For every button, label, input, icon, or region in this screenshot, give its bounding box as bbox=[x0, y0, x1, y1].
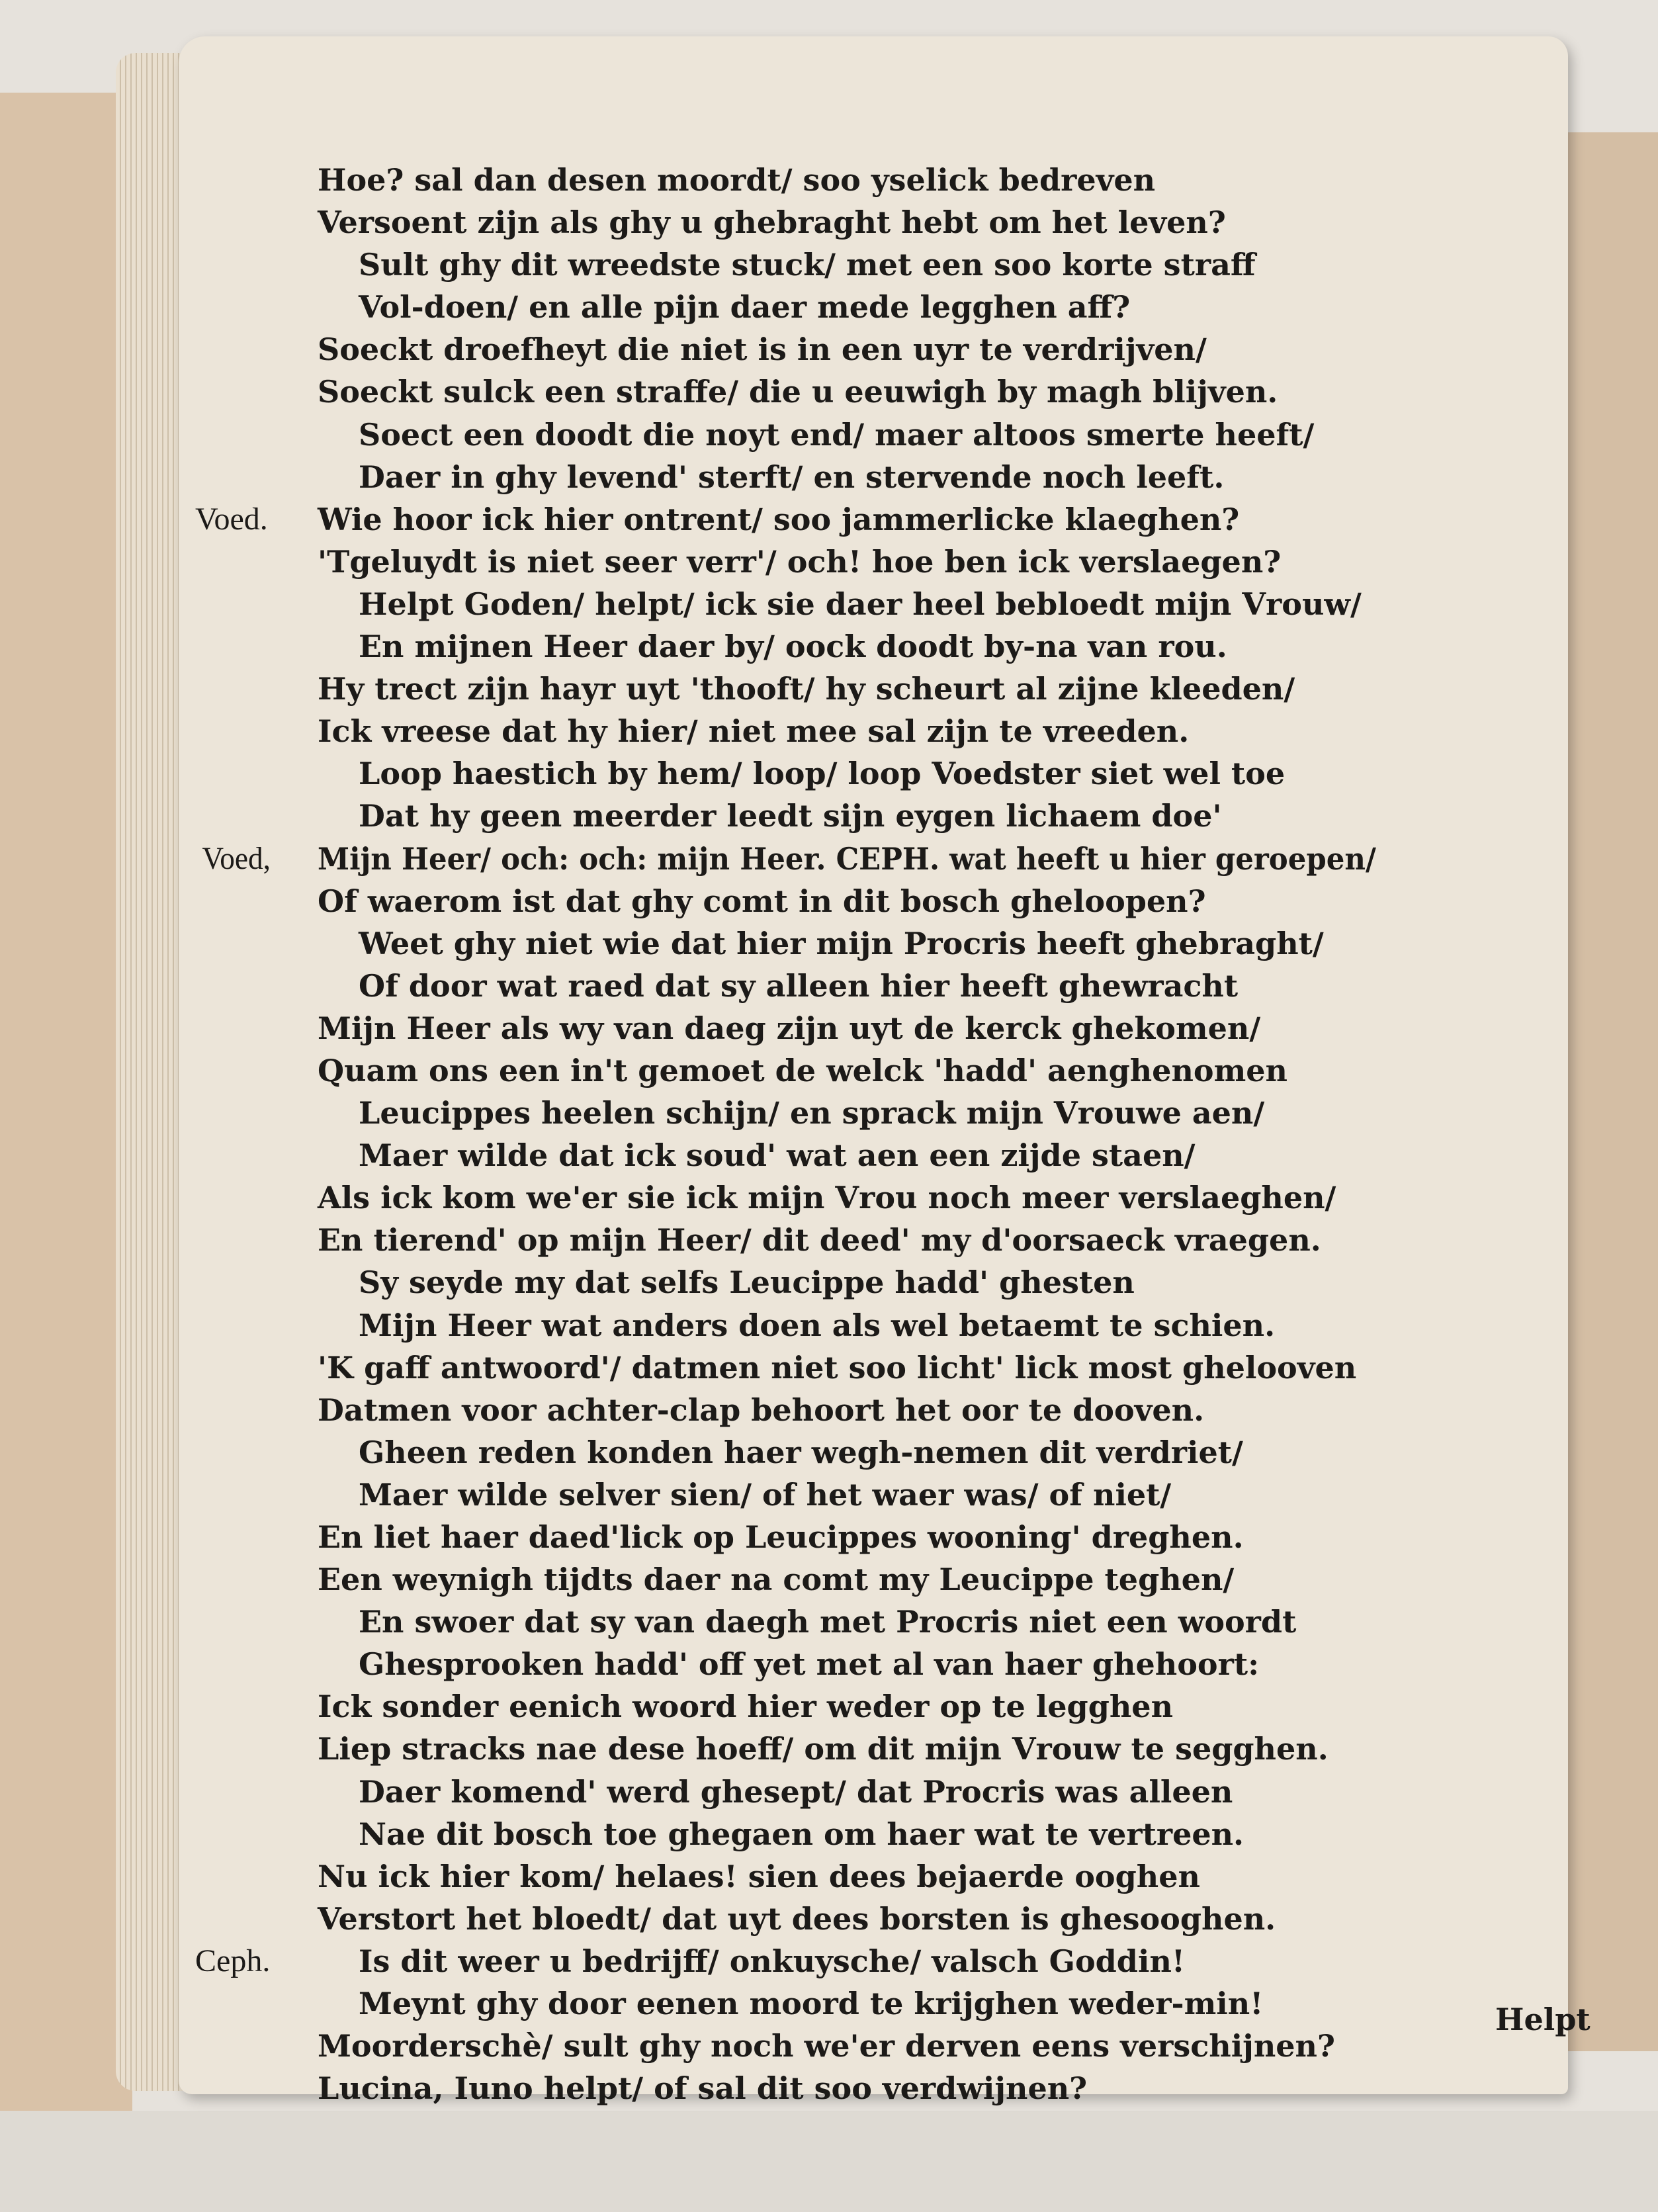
verse-line bbox=[318, 456, 1561, 498]
verse-line-text: Daer komend' werd ghesept/ dat Procris was alleen bbox=[359, 1773, 1233, 1810]
verse-line bbox=[318, 159, 1561, 201]
speaker-label: Voed, bbox=[202, 840, 271, 876]
verse-line-text: 'Tgeluydt is niet seer verr'/ och! hoe ben ick verslaegen? bbox=[318, 543, 1282, 580]
verse-line bbox=[318, 2025, 1561, 2067]
verse-line-text: Sult ghy dit wreedste stuck/ met een soo korte straff bbox=[359, 247, 1256, 283]
verse-line bbox=[318, 1134, 1561, 1176]
verse-line-text: Een weynigh tijdts daer na comt my Leucippe teghen/ bbox=[318, 1562, 1235, 1598]
verse-line bbox=[318, 1219, 1561, 1261]
verse-line bbox=[318, 1601, 1561, 1643]
verse-line-text: Ghesprooken hadd' off yet met al van haer ghehoort: bbox=[359, 1646, 1260, 1683]
verse-line-text: Mijn Heer wat anders doen als wel betaemt te schien. bbox=[359, 1307, 1276, 1343]
verse-line bbox=[318, 243, 1561, 286]
verse-line bbox=[318, 2067, 1561, 2109]
verse-line-text: Liep stracks nae dese hoeff/ om dit mijn Vrouw te segghen. bbox=[318, 1731, 1329, 1767]
verse-line-text: En liet haer daed'lick op Leucippes wooning' dreghen. bbox=[318, 1519, 1244, 1555]
verse-line bbox=[195, 1940, 1561, 1982]
verse-line-text: Wie hoor ick hier ontrent/ soo jammerlicke klaeghen? bbox=[318, 501, 1240, 537]
verse-line bbox=[318, 965, 1561, 1007]
verse-line-text: Als ick kom we'er sie ick mijn Vrou noch meer verslaeghen/ bbox=[318, 1180, 1336, 1216]
verse-line bbox=[318, 328, 1561, 371]
verse-line bbox=[318, 1855, 1561, 1898]
verse-line-text: Mijn Heer als wy van daeg zijn uyt de kerck ghekomen/ bbox=[318, 1010, 1261, 1046]
verse-line bbox=[318, 414, 1561, 456]
verse-line-text: Meynt ghy door eenen moord te krijghen weder-min! bbox=[359, 1986, 1264, 2022]
verse-line-text: Hy trect zijn hayr uyt 'thooft/ hy scheurt al zijne kleeden/ bbox=[318, 671, 1295, 707]
verse-line bbox=[202, 838, 1492, 880]
verse-line bbox=[318, 371, 1561, 413]
verse-line bbox=[318, 668, 1561, 710]
verse-line bbox=[318, 201, 1561, 243]
verse-line-text: Of waerom ist dat ghy comt in dit bosch gheloopen? bbox=[318, 883, 1206, 919]
verse-line-text: Loop haestich by hem/ loop/ loop Voedster siet wel toe bbox=[359, 756, 1286, 792]
catchword: Helpt bbox=[1495, 2002, 1591, 2037]
verse-line bbox=[318, 1049, 1561, 1092]
verse-line-text: Lucina, Iuno helpt/ of sal dit soo verdwijnen? bbox=[318, 2070, 1088, 2107]
verse-line-text: Maer wilde dat ick soud' wat aen een zijde staen/ bbox=[359, 1137, 1196, 1174]
verse-line bbox=[318, 1261, 1561, 1304]
verse-line bbox=[318, 1474, 1561, 1516]
verse-line-text: En mijnen Heer daer by/ oock doodt by-na van rou. bbox=[359, 629, 1227, 665]
verse-line bbox=[318, 1898, 1561, 1940]
verse-line bbox=[318, 922, 1561, 965]
verse-line-text: Leucippes heelen schijn/ en sprack mijn Vrouwe aen/ bbox=[359, 1095, 1265, 1131]
verse-line-text: Moorderschè/ sult ghy noch we'er derven eens verschijnen? bbox=[318, 2028, 1335, 2064]
verse-line bbox=[318, 1431, 1561, 1474]
verse-line bbox=[318, 1813, 1561, 1855]
verse-line-text: Versoent zijn als ghy u ghebraght hebt om het leven? bbox=[318, 204, 1226, 241]
verse-line bbox=[318, 1643, 1561, 1685]
backdrop-bottom bbox=[0, 2111, 1658, 2212]
verse-line bbox=[318, 1982, 1561, 2025]
verse-line-text: Sy seyde my dat selfs Leucippe hadd' ghesten bbox=[359, 1264, 1135, 1301]
verse-line-text: Datmen voor achter-clap behoort het oor te dooven. bbox=[318, 1392, 1205, 1428]
verse-line-text: Soeckt sulck een straffe/ die u eeuwigh by magh blijven. bbox=[318, 374, 1278, 410]
verse-line-text: Helpt Goden/ helpt/ ick sie daer heel bebloedt mijn Vrouw/ bbox=[359, 586, 1362, 622]
verse-line bbox=[318, 795, 1561, 837]
verse-line-text: Soeckt droefheyt die niet is in een uyr te verdrijven/ bbox=[318, 332, 1207, 368]
verse-line-text: Weet ghy niet wie dat hier mijn Procris heeft ghebraght/ bbox=[359, 925, 1324, 961]
verse-line bbox=[318, 1558, 1561, 1601]
verse-line-text: Nae dit bosch toe ghegaen om haer wat te vertreen. bbox=[359, 1816, 1244, 1852]
speaker-label: Voed. bbox=[195, 501, 268, 537]
verse-line-text: Vol-doen/ en alle pijn daer mede legghen aff? bbox=[359, 289, 1131, 326]
verse-line-text: Hoe? sal dan desen moordt/ soo yselick bedreven bbox=[318, 162, 1156, 198]
verse-line bbox=[318, 541, 1561, 583]
speaker-label: Ceph. bbox=[195, 1943, 271, 1978]
backdrop-right bbox=[1568, 132, 1658, 2051]
verse-line bbox=[318, 1176, 1561, 1219]
verse-line bbox=[318, 625, 1561, 668]
verse-line-text: En swoer dat sy van daegh met Procris niet een woordt bbox=[359, 1604, 1297, 1640]
verse-line bbox=[318, 286, 1561, 328]
verse-line bbox=[318, 1771, 1561, 1813]
verse-line-text: Is dit weer u bedrijff/ onkuysche/ valsch Goddin! bbox=[359, 1943, 1186, 1979]
verse-line bbox=[195, 498, 1561, 541]
verse-line-text: Nu ick hier kom/ helaes! sien dees bejaerde ooghen bbox=[318, 1858, 1200, 1894]
verse-line bbox=[318, 1728, 1561, 1770]
verse-line-text: Mijn Heer/ och: och: mijn Heer. CEPH. wat heeft u hier geroepen/ bbox=[318, 840, 1376, 877]
verse-line bbox=[318, 1685, 1561, 1728]
verse-line bbox=[318, 710, 1561, 752]
verse-line bbox=[318, 1007, 1561, 1049]
verse-line-text: En tierend' op mijn Heer/ dit deed' my d'oorsaeck vraegen. bbox=[318, 1222, 1321, 1259]
verse-line-text: Of door wat raed dat sy alleen hier heeft ghewracht bbox=[359, 967, 1239, 1004]
verse-line bbox=[318, 880, 1561, 922]
verse-line-text: Dat hy geen meerder leedt sijn eygen lichaem doe' bbox=[359, 798, 1222, 834]
verse-line-text: 'K gaff antwoord'/ datmen niet soo licht' lick most ghelooven bbox=[318, 1349, 1357, 1386]
verse-line bbox=[318, 1389, 1561, 1431]
verse-line bbox=[318, 1092, 1561, 1134]
verse-line bbox=[318, 1516, 1561, 1558]
verse-line-text: Daer in ghy levend' sterft/ en stervende noch leeft. bbox=[359, 459, 1225, 495]
verse-line-text: Verstort het bloedt/ dat uyt dees borsten is ghesooghen. bbox=[318, 1900, 1276, 1937]
verse-line-text: Soect een doodt die noyt end/ maer altoos smerte heeft/ bbox=[359, 416, 1315, 453]
verse-line bbox=[318, 1347, 1561, 1389]
verse-line-text: Maer wilde selver sien/ of het waer was/ of niet/ bbox=[359, 1476, 1172, 1513]
verse-line-text: Ick sonder eenich woord hier weder op te legghen bbox=[318, 1689, 1174, 1725]
verse-line bbox=[318, 583, 1561, 625]
verse-line bbox=[318, 752, 1561, 795]
verse-line-text: Ick vreese dat hy hier/ niet mee sal zijn te vreeden. bbox=[318, 713, 1190, 750]
verse-text bbox=[195, 159, 1561, 2109]
verse-line-text: Quam ons een in't gemoet de welck 'hadd' aenghenomen bbox=[318, 1052, 1287, 1088]
verse-line-text: Gheen reden konden haer wegh-nemen dit verdriet/ bbox=[359, 1434, 1243, 1470]
verse-line bbox=[318, 1304, 1561, 1347]
backdrop-left bbox=[0, 93, 132, 2117]
